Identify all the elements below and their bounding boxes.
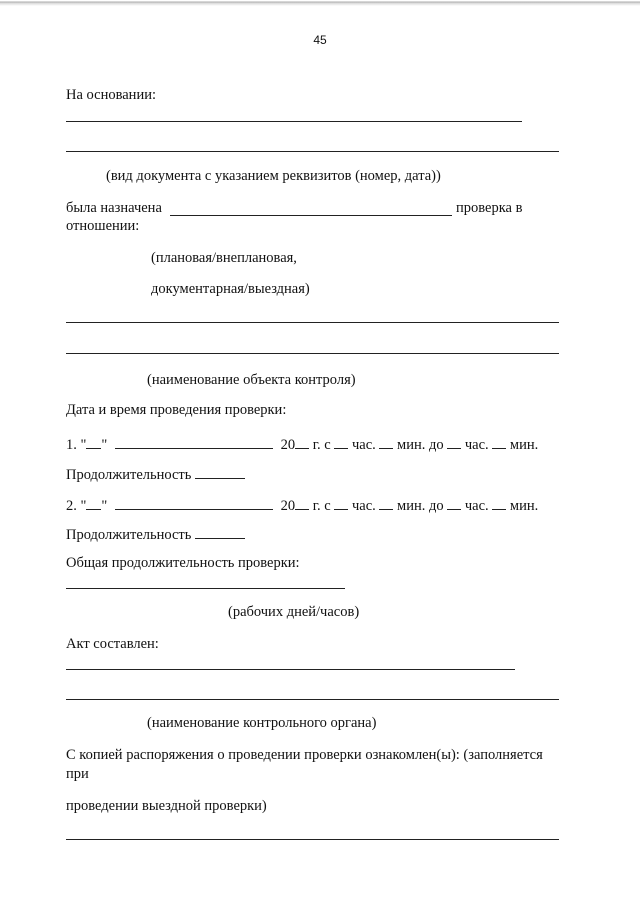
- start-hour-field[interactable]: [334, 495, 348, 510]
- year-field[interactable]: [295, 434, 309, 449]
- hour-label-2: час.: [464, 498, 489, 514]
- scan-edge: [0, 0, 640, 10]
- basis-line-2[interactable]: [66, 151, 559, 152]
- page-number: 45: [313, 33, 327, 47]
- minute-label: мин.: [509, 498, 539, 514]
- month-field[interactable]: [115, 434, 273, 449]
- act-label: Акт составлен:: [66, 636, 159, 652]
- duration-row-1: [66, 464, 245, 483]
- basis-line-1[interactable]: [66, 121, 522, 122]
- year-prefix: 20: [280, 498, 296, 514]
- hour-label-2: час.: [464, 437, 489, 453]
- object-line-1[interactable]: [66, 322, 559, 323]
- duration-field[interactable]: [195, 464, 245, 479]
- quote-close: ": [101, 498, 108, 514]
- acquainted-line3: проведении выездной проверки): [66, 798, 267, 814]
- duration-row-2: [66, 524, 245, 543]
- datetime-label: Дата и время проведения проверки:: [66, 402, 287, 418]
- hour-label: час.: [351, 437, 376, 453]
- authority-caption: (наименование контрольного органа): [147, 715, 377, 731]
- year-from-label: г. с: [312, 498, 331, 514]
- year-prefix: 20: [280, 437, 296, 453]
- assigned-line2: отношении:: [66, 218, 140, 234]
- document-caption: (вид документа с указанием реквизитов (номер, дата)): [106, 168, 441, 184]
- end-minute-field[interactable]: [492, 434, 506, 449]
- act-line-1[interactable]: [66, 669, 515, 670]
- assigned-prefix: была назначена: [66, 200, 162, 216]
- days-caption: (рабочих дней/часов): [228, 604, 360, 620]
- quote-open: ": [80, 498, 87, 514]
- minute-label: мин.: [509, 437, 539, 453]
- object-caption: (наименование объекта контроля): [147, 372, 356, 388]
- basis-label: На основании:: [66, 87, 156, 103]
- act-line-2[interactable]: [66, 699, 559, 700]
- quote-open: ": [80, 437, 87, 453]
- row-number: 2.: [66, 498, 77, 514]
- acquainted-line1: С копией распоряжения о проведении проверки ознакомлен(ы): (заполняется: [66, 747, 543, 763]
- hour-label: час.: [351, 498, 376, 514]
- start-minute-field[interactable]: [379, 495, 393, 510]
- check-type-line1: (плановая/внеплановая,: [151, 250, 297, 266]
- start-minute-field[interactable]: [379, 434, 393, 449]
- day-field[interactable]: [86, 495, 101, 510]
- row-number: 1.: [66, 437, 77, 453]
- datetime-row-1: [66, 434, 538, 453]
- duration-label: Продолжительность: [66, 467, 192, 483]
- end-hour-field[interactable]: [447, 434, 461, 449]
- minute-to-label: мин. до: [397, 498, 444, 514]
- end-hour-field[interactable]: [447, 495, 461, 510]
- acquainted-line2: при: [66, 766, 89, 782]
- total-duration-label: Общая продолжительность проверки:: [66, 555, 300, 571]
- object-line-2[interactable]: [66, 353, 559, 354]
- acquainted-line[interactable]: [66, 839, 559, 840]
- assigned-suffix: проверка в: [456, 200, 523, 216]
- check-type-line[interactable]: [170, 215, 452, 216]
- duration-field[interactable]: [195, 524, 245, 539]
- month-field[interactable]: [115, 495, 273, 510]
- check-type-line2: документарная/выездная): [151, 281, 310, 297]
- year-field[interactable]: [295, 495, 309, 510]
- total-duration-line[interactable]: [66, 588, 345, 589]
- end-minute-field[interactable]: [492, 495, 506, 510]
- minute-to-label: мин. до: [397, 437, 444, 453]
- day-field[interactable]: [86, 434, 101, 449]
- duration-label: Продолжительность: [66, 527, 192, 543]
- start-hour-field[interactable]: [334, 434, 348, 449]
- quote-close: ": [101, 437, 108, 453]
- year-from-label: г. с: [312, 437, 331, 453]
- datetime-row-2: [66, 495, 538, 514]
